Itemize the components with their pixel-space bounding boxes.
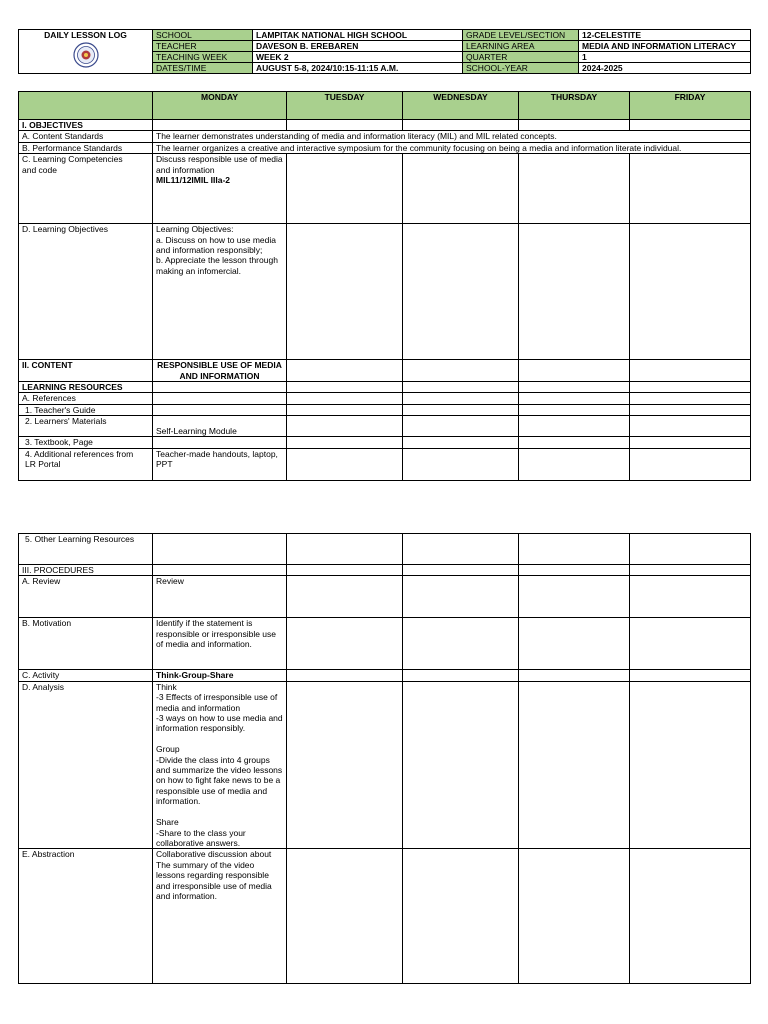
day-header-tuesday: TUESDAY <box>287 92 403 120</box>
learning-competencies-label: C. Learning Competencies and code <box>19 154 153 224</box>
content-standards-label: A. Content Standards <box>19 131 153 142</box>
day-header-wednesday: WEDNESDAY <box>403 92 519 120</box>
analysis-label: D. Analysis <box>19 681 153 849</box>
quarter-value: 1 <box>579 52 751 63</box>
lesson-table-1 <box>18 91 751 481</box>
textbook-label: 3. Textbook, Page <box>19 437 153 448</box>
grade-label: GRADE LEVEL/SECTION <box>463 30 579 41</box>
lesson-table-2 <box>18 533 751 984</box>
learners-materials-label: 2. Learners' Materials <box>19 416 153 437</box>
procedures-label: III. PROCEDURES <box>19 565 153 576</box>
header-logo-cell <box>19 30 153 74</box>
dates-value: AUGUST 5-8, 2024/10:15-11:15 A.M. <box>253 63 463 74</box>
references-label: A. References <box>19 393 153 404</box>
school-year-label: SCHOOL-YEAR <box>463 63 579 74</box>
motivation-label: B. Motivation <box>19 618 153 670</box>
other-resources-label: 5. Other Learning Resources <box>19 534 153 565</box>
school-year-value: 2024-2025 <box>579 63 751 74</box>
learning-resources-label: LEARNING RESOURCES <box>19 382 153 393</box>
motivation-text: Identify if the statement is responsible or irresponsible use of media and information. <box>153 618 287 670</box>
day-header-thursday: THURSDAY <box>519 92 630 120</box>
learning-objectives-label: D. Learning Objectives <box>19 224 153 360</box>
school-label: SCHOOL <box>153 30 253 41</box>
additional-refs-text: Teacher-made handouts, laptop, PPT <box>153 448 287 480</box>
activity-label: C. Activity <box>19 670 153 681</box>
teacher-label: TEACHER <box>153 41 253 52</box>
grade-value: 12-CELESTITE <box>579 30 751 41</box>
review-label: A. Review <box>19 576 153 618</box>
analysis-text: Think -3 Effects of irresponsible use of media and information -3 ways on how to use media and information responsibly. Group -Divide the class into 4 groups and summarize the video lessons on how to fight fake news to be a responsible use of media and information. Share -Share to the class your collaborative answers. <box>153 681 287 849</box>
activity-text: Think-Group-Share <box>153 670 287 681</box>
teaching-week-value: WEEK 2 <box>253 52 463 63</box>
learning-competencies-text: Discuss responsible use of media and information <box>156 154 283 175</box>
deped-seal-icon <box>73 42 99 68</box>
content-text: RESPONSIBLE USE OF MEDIA AND INFORMATION <box>153 360 287 382</box>
dates-label: DATES/TIME <box>153 63 253 74</box>
learning-competencies-code: MIL11/12IMIL IIIa-2 <box>156 175 231 186</box>
performance-standards-label: B. Performance Standards <box>19 142 153 153</box>
content-label: II. CONTENT <box>19 360 153 382</box>
review-text: Review <box>153 576 287 618</box>
day-header-monday: MONDAY <box>153 92 287 120</box>
performance-standards-text: The learner organizes a creative and interactive symposium for the community focusing on being a media and information literate individual. <box>153 142 751 153</box>
abstraction-label: E. Abstraction <box>19 849 153 984</box>
objectives-label: I. OBJECTIVES <box>19 120 153 131</box>
header-table <box>18 29 751 74</box>
teaching-week-label: TEACHING WEEK <box>153 52 253 63</box>
abstraction-text: Collaborative discussion about The summary of the video lessons regarding responsible and irresponsible use of media and information. <box>153 849 287 984</box>
school-value: LAMPITAK NATIONAL HIGH SCHOOL <box>253 30 463 41</box>
learning-objectives-text: Learning Objectives: a. Discuss on how to use media and information responsibly; b. Appreciate the lesson through making an infomercial. <box>153 224 287 360</box>
teachers-guide-label: 1. Teacher's Guide <box>19 404 153 415</box>
teacher-value: DAVESON B. EREBAREN <box>253 41 463 52</box>
learning-area-value: MEDIA AND INFORMATION LITERACY <box>579 41 751 52</box>
learners-materials-text: Self-Learning Module <box>153 416 287 437</box>
additional-refs-label: 4. Additional references from LR Portal <box>19 448 153 480</box>
day-header-friday: FRIDAY <box>630 92 751 120</box>
quarter-label: QUARTER <box>463 52 579 63</box>
learning-area-label: LEARNING AREA <box>463 41 579 52</box>
doc-title: DAILY LESSON LOG <box>44 30 127 40</box>
learning-competencies-cell <box>153 154 287 224</box>
day-header-row <box>19 92 751 120</box>
content-standards-text: The learner demonstrates understanding of media and information literacy (MIL) and MIL related concepts. <box>153 131 751 142</box>
